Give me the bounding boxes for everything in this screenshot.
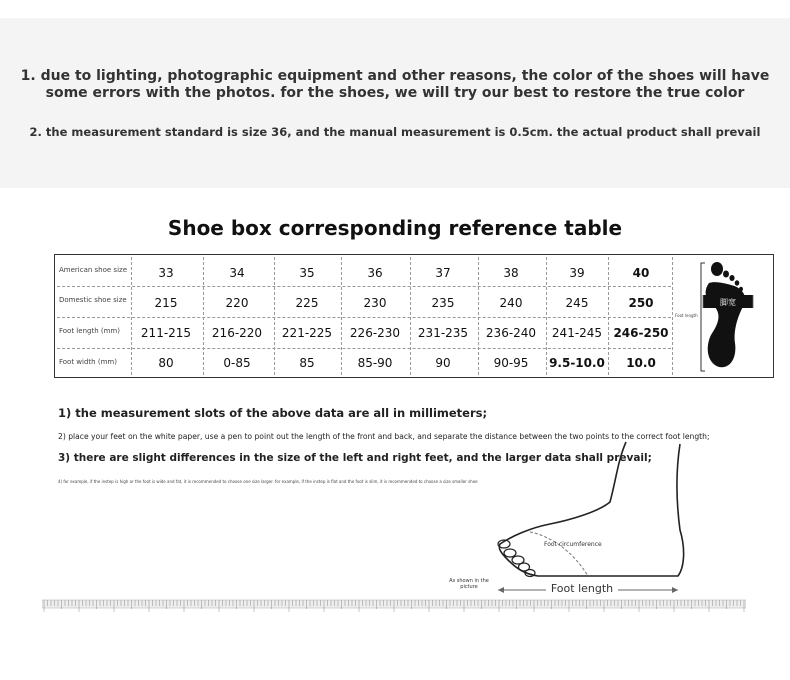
- table-cell: 38: [503, 266, 519, 280]
- table-cell: 85-90: [357, 356, 393, 370]
- table-cell: 225: [295, 296, 319, 310]
- note-2: 2) place your feet on the white paper, use a pen to point out the length of the front and back, and separate the distance between the two points to the correct foot length;: [58, 432, 710, 441]
- table-cell: 211-215: [140, 326, 192, 340]
- table-cell: 245: [565, 296, 589, 310]
- notice-line-2: 2. the measurement standard is size 36, and the manual measurement is 0.5cm. the actual product shall prevail: [29, 125, 761, 139]
- foot-length-small-label: Foot length: [675, 313, 698, 318]
- foot-width-badge: 脚宽: [720, 298, 736, 307]
- table-cell: 33: [158, 266, 174, 280]
- table-cell: 0-85: [223, 356, 251, 370]
- row-divider: [57, 317, 671, 318]
- table-cell: 36: [367, 266, 383, 280]
- foot-outline: [499, 442, 683, 576]
- row-label-foot-width: Foot width (mm): [59, 358, 117, 366]
- foot-length-label: Foot length: [550, 582, 614, 595]
- table-cell: 10.0: [626, 356, 656, 370]
- table-cell: 35: [299, 266, 315, 280]
- table-cell: 80: [158, 356, 174, 370]
- row-label-american-size: American shoe size: [59, 266, 128, 274]
- notice-line-1: 1. due to lighting, photographic equipment and other reasons, the color of the shoes will have some errors with the photos. for the shoes, we will try our best to restore the true color: [20, 68, 770, 101]
- table-cell: 250: [628, 296, 654, 310]
- table-title: Shoe box corresponding reference table: [167, 216, 623, 240]
- table-cell: 9.5-10.0: [549, 356, 605, 370]
- table-cell: 230: [363, 296, 387, 310]
- table-cell: 34: [229, 266, 245, 280]
- as-shown-caption: As shown in the picture: [449, 578, 489, 590]
- table-cell: 40: [632, 266, 650, 280]
- footprint-illustration: [675, 257, 771, 375]
- table-cell: 236-240: [485, 326, 537, 340]
- note-1: 1) the measurement slots of the above data are all in millimeters;: [58, 406, 488, 420]
- table-cell: 85: [299, 356, 315, 370]
- table-cell: 246-250: [613, 326, 669, 340]
- table-cell: 241-245: [551, 326, 603, 340]
- row-divider: [57, 286, 671, 287]
- table-cell: 226-230: [349, 326, 401, 340]
- table-cell: 221-225: [281, 326, 333, 340]
- ruler: [42, 598, 746, 620]
- table-cell: 215: [154, 296, 178, 310]
- foot-diagram: [440, 440, 700, 600]
- table-cell: 231-235: [417, 326, 469, 340]
- circumference-label: Foot circumference: [544, 541, 602, 548]
- table-cell: 220: [225, 296, 249, 310]
- circumference-line: [530, 532, 588, 576]
- table-cell: 235: [431, 296, 455, 310]
- table-cell: 37: [435, 266, 451, 280]
- table-cell: 39: [569, 266, 585, 280]
- row-label-foot-length: Foot length (mm): [59, 327, 120, 335]
- row-label-domestic-size: Domestic shoe size: [59, 296, 127, 304]
- toe: [504, 549, 516, 557]
- table-cell: 90-95: [493, 356, 529, 370]
- note-3: 3) there are slight differences in the size of the left and right feet, and the larger data shall prevail;: [58, 452, 652, 464]
- table-cell: 240: [499, 296, 523, 310]
- table-cell: 216-220: [211, 326, 263, 340]
- notice-panel: [0, 18, 790, 188]
- row-divider: [57, 348, 671, 349]
- size-reference-table: [54, 254, 774, 378]
- note-4: 4) for example, if the instep is high or the foot is wide and fat, it is recommended to choose one size larger. for example, if the instep is flat and the foot is slim, it is recommended to choose a size smaller shoe: [58, 479, 478, 484]
- table-cell: 90: [435, 356, 451, 370]
